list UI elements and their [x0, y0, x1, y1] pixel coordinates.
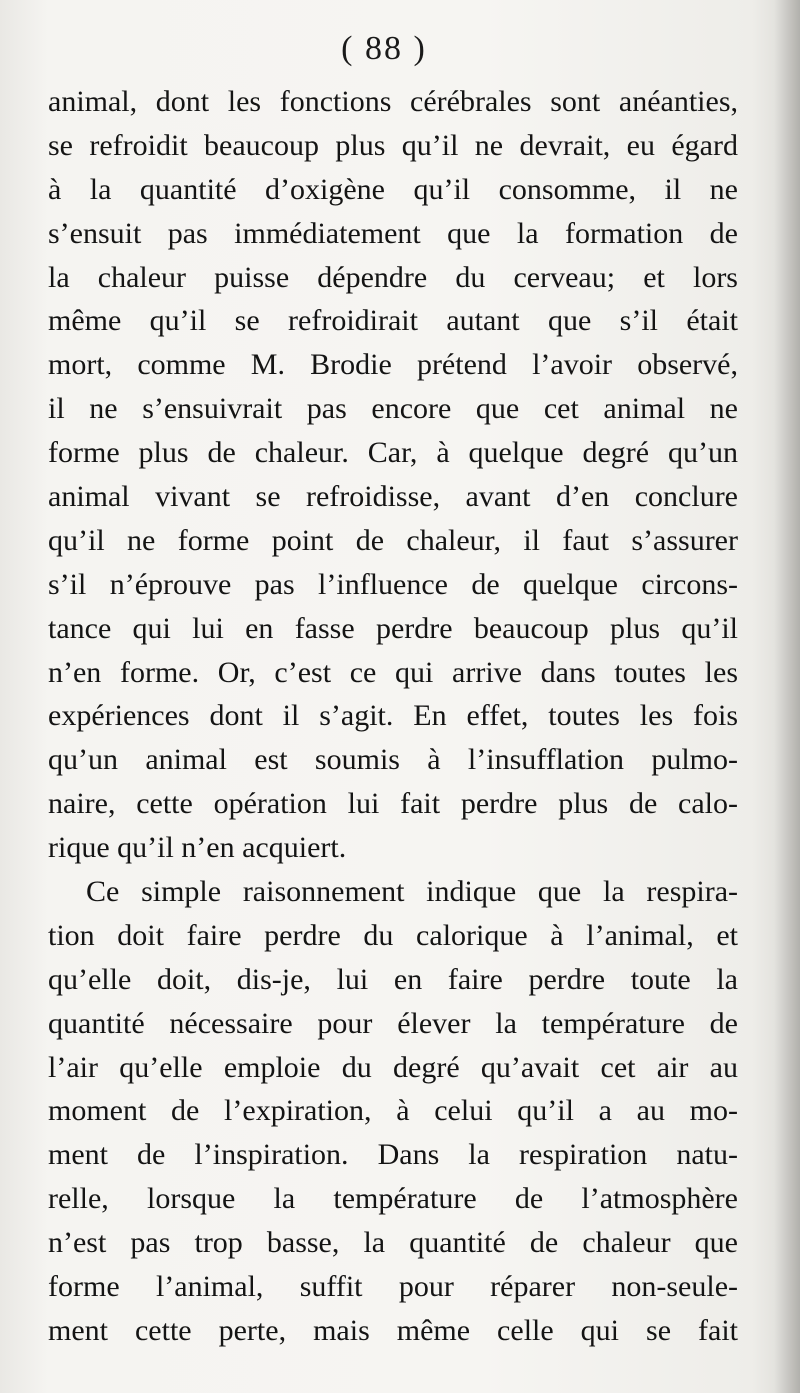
text-line: la chaleur puisse dépendre du cerveau; et lors [48, 260, 738, 294]
text-line: qu’elle doit, dis-je, lui en faire perdre toute la [48, 962, 738, 996]
text-line: forme l’animal, suffit pour réparer non-seule- [48, 1270, 738, 1304]
text-line: n’en forme. Or, c’est ce qui arrive dans toutes les [48, 655, 738, 689]
page-number: ( 88 ) [341, 30, 427, 67]
text-line: mort, comme M. Brodie prétend l’avoir observé, [48, 348, 738, 382]
text-line: n’est pas trop basse, la quantité de chaleur que [48, 1226, 738, 1260]
paragraph-end-line: rique qu’il n’en acquiert. [48, 831, 347, 865]
text-line: animal vivant se refroidisse, avant d’en conclure [48, 480, 738, 514]
text-line: ment cette perte, mais même celle qui se fait [48, 1313, 738, 1347]
body-text [48, 80, 738, 1353]
text-line: s’il n’éprouve pas l’influence de quelque circons- [48, 567, 738, 601]
text-line: à la quantité d’oxigène qu’il consomme, il ne [48, 172, 738, 206]
page-edge-shadow [774, 0, 800, 1393]
text-line: forme plus de chaleur. Car, à quelque degré qu’un [48, 436, 738, 470]
text-line: quantité nécessaire pour élever la température de [48, 1006, 738, 1040]
text-line: expériences dont il s’agit. En effet, toutes les fois [48, 699, 738, 733]
text-line: il ne s’ensuivrait pas encore que cet animal ne [48, 392, 738, 426]
text-line: ment de l’inspiration. Dans la respiration natu- [48, 1138, 738, 1172]
text-line: tance qui lui en fasse perdre beaucoup plus qu’il [48, 611, 738, 645]
text-line: relle, lorsque la température de l’atmosphère [48, 1182, 738, 1216]
text-line: animal, dont les fonctions cérébrales sont anéanties, [48, 85, 738, 118]
text-line: se refroidit beaucoup plus qu’il ne devrait, eu égard [48, 128, 738, 162]
text-line: tion doit faire perdre du calorique à l’animal, et [48, 918, 738, 952]
text-line: même qu’il se refroidirait autant que s’il était [48, 304, 738, 338]
text-line: moment de l’expiration, à celui qu’il a au mo- [48, 1094, 738, 1128]
paragraph-start-line: Ce simple raisonnement indique que la respira- [86, 875, 738, 909]
text-line: s’ensuit pas immédiatement que la formation de [48, 216, 738, 250]
text-line: naire, cette opération lui fait perdre plus de calo- [48, 787, 738, 821]
text-line: l’air qu’elle emploie du degré qu’avait cet air au [48, 1050, 738, 1084]
text-line: qu’il ne forme point de chaleur, il faut s’assurer [48, 523, 738, 557]
text-line: qu’un animal est soumis à l’insufflation pulmo- [48, 743, 738, 777]
